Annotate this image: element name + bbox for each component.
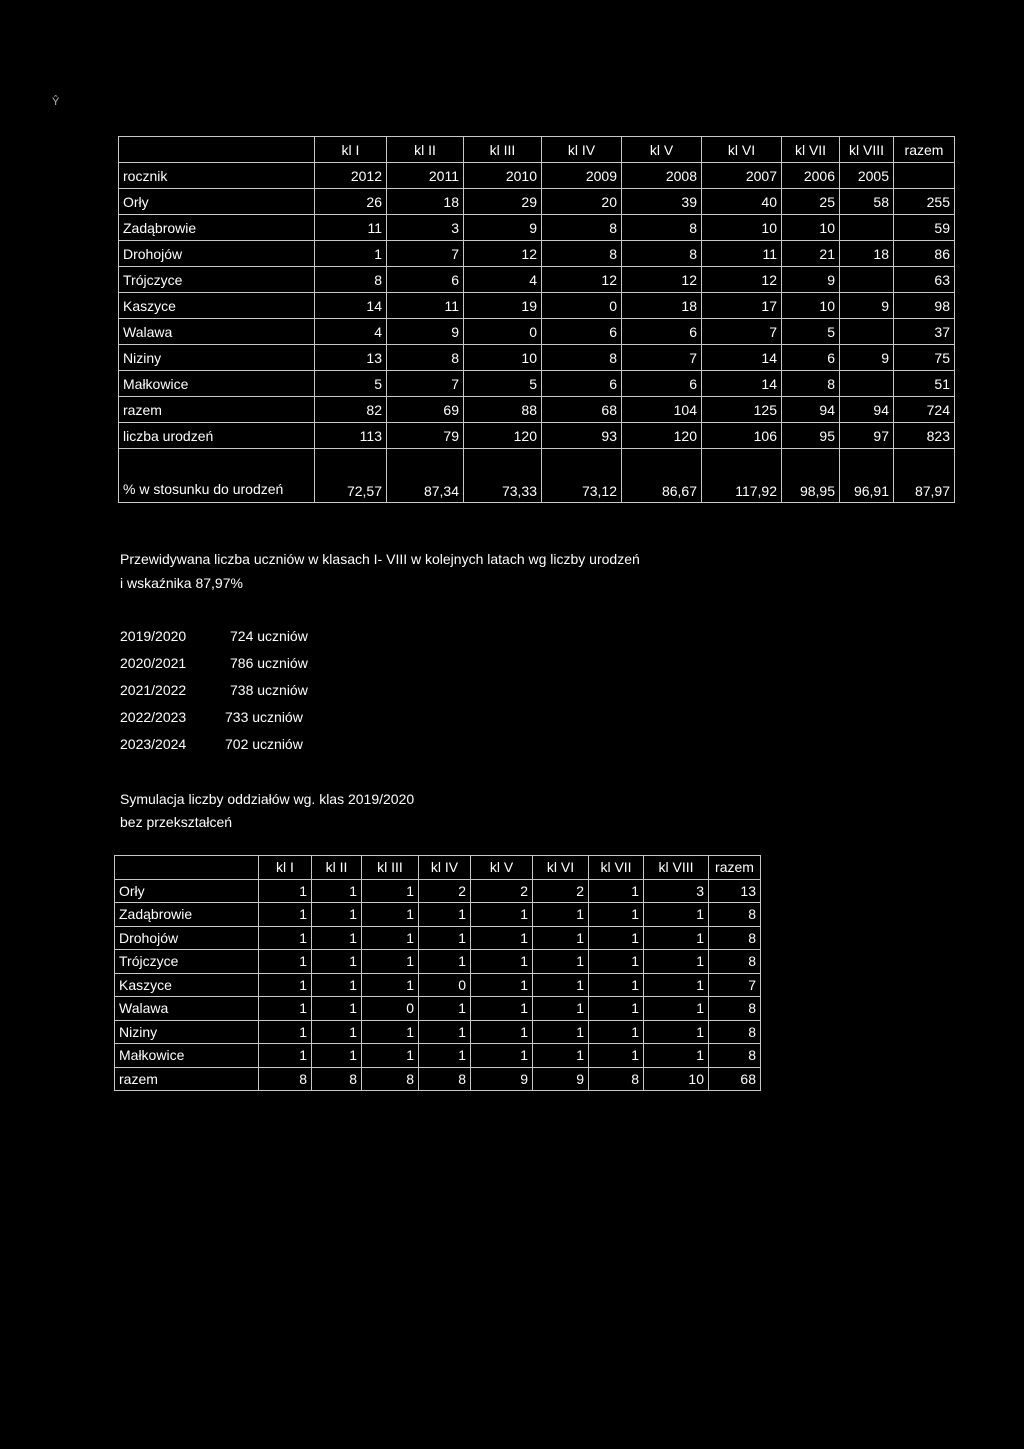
- table-cell: 9: [533, 1067, 589, 1091]
- forecast-year: 2023/2024: [120, 736, 187, 752]
- table-cell: 7: [709, 973, 761, 997]
- table-cell: 40: [702, 189, 782, 215]
- table-cell: 1: [589, 1044, 644, 1068]
- table-cell: 1: [312, 1020, 362, 1044]
- column-header: kl VII: [782, 137, 840, 163]
- column-header: kl II: [312, 856, 362, 880]
- row-label: liczba urodzeń: [119, 423, 315, 449]
- table-row: [115, 1044, 761, 1068]
- table-cell: 0: [419, 973, 471, 997]
- table-row: [119, 215, 955, 241]
- table-cell: 4: [464, 267, 542, 293]
- table-row: [119, 189, 955, 215]
- table-cell: 94: [782, 397, 840, 423]
- table-cell: 87,97: [894, 449, 955, 503]
- forecast-value: 738 uczniów: [230, 682, 308, 698]
- table-cell: 87,34: [387, 449, 464, 503]
- table-cell: 8: [709, 950, 761, 974]
- forecast-year: 2022/2023: [120, 709, 187, 725]
- table-row: [119, 423, 955, 449]
- table-cell: 1: [259, 903, 312, 927]
- table-cell: 1: [312, 950, 362, 974]
- forecast-value: 724 uczniów: [230, 628, 308, 644]
- row-label: Małkowice: [115, 1044, 259, 1068]
- simulation-title-line2: bez przekształceń: [120, 814, 233, 830]
- table-cell: 69: [387, 397, 464, 423]
- forecast-value: 702 uczniów: [225, 736, 303, 752]
- table-cell: 9: [782, 267, 840, 293]
- table-cell: 1: [589, 926, 644, 950]
- table-cell: 12: [622, 267, 702, 293]
- table-cell: 8: [782, 371, 840, 397]
- table-cell: 6: [622, 319, 702, 345]
- table-cell: 2009: [542, 163, 622, 189]
- row-label: Zadąbrowie: [119, 215, 315, 241]
- table-cell: 37: [894, 319, 955, 345]
- table-cell: [894, 163, 955, 189]
- table-cell: 8: [622, 241, 702, 267]
- table-cell: 1: [419, 926, 471, 950]
- table-cell: 120: [464, 423, 542, 449]
- table-cell: 2007: [702, 163, 782, 189]
- table-cell: 1: [471, 997, 533, 1021]
- table-cell: 59: [894, 215, 955, 241]
- column-header: kl V: [471, 856, 533, 880]
- forecast-year: 2019/2020: [120, 628, 187, 644]
- table-cell: 8: [542, 215, 622, 241]
- table-cell: 1: [533, 997, 589, 1021]
- enrollment-table: [118, 136, 955, 503]
- row-label: Walawa: [119, 319, 315, 345]
- table-cell: 8: [709, 926, 761, 950]
- table-cell: 6: [387, 267, 464, 293]
- forecast-year: 2021/2022: [120, 682, 187, 698]
- table-row: [119, 449, 955, 503]
- row-label: Niziny: [115, 1020, 259, 1044]
- table-cell: 14: [702, 345, 782, 371]
- table-cell: 0: [464, 319, 542, 345]
- table-cell: 1: [533, 1044, 589, 1068]
- table-cell: 120: [622, 423, 702, 449]
- table-row: [119, 371, 955, 397]
- table-cell: 4: [315, 319, 387, 345]
- table-cell: 1: [312, 997, 362, 1021]
- table-cell: 82: [315, 397, 387, 423]
- table-cell: 8: [315, 267, 387, 293]
- table-cell: 1: [362, 973, 419, 997]
- table-cell: 1: [644, 903, 709, 927]
- row-label: razem: [119, 397, 315, 423]
- table-cell: 73,12: [542, 449, 622, 503]
- table-row: [115, 973, 761, 997]
- table-cell: 1: [419, 1044, 471, 1068]
- table-cell: 9: [387, 319, 464, 345]
- table-cell: 72,57: [315, 449, 387, 503]
- table-row: [115, 903, 761, 927]
- table-cell: 94: [840, 397, 894, 423]
- table-row: [119, 319, 955, 345]
- table-cell: 6: [542, 371, 622, 397]
- forecast-year: 2020/2021: [120, 655, 187, 671]
- table-cell: 106: [702, 423, 782, 449]
- row-label: razem: [115, 1067, 259, 1091]
- table-cell: 25: [782, 189, 840, 215]
- table-row: [119, 345, 955, 371]
- row-label: Drohojów: [115, 926, 259, 950]
- table-row: [115, 879, 761, 903]
- table-cell: 1: [419, 997, 471, 1021]
- table-cell: 1: [589, 973, 644, 997]
- table-cell: 75: [894, 345, 955, 371]
- table-cell: 1: [471, 926, 533, 950]
- table-cell: 0: [542, 293, 622, 319]
- table-cell: 1: [259, 1020, 312, 1044]
- table-row: [115, 950, 761, 974]
- table-cell: 1: [589, 903, 644, 927]
- table-row: [115, 926, 761, 950]
- table-cell: 1: [315, 241, 387, 267]
- table-cell: 11: [315, 215, 387, 241]
- table-row: [115, 997, 761, 1021]
- table-cell: 18: [840, 241, 894, 267]
- table-cell: 1: [589, 950, 644, 974]
- table-cell: 8: [709, 1044, 761, 1068]
- table-cell: 51: [894, 371, 955, 397]
- table-cell: 12: [702, 267, 782, 293]
- table-cell: 1: [362, 879, 419, 903]
- table-cell: 73,33: [464, 449, 542, 503]
- table-cell: 9: [840, 293, 894, 319]
- table-cell: 2: [471, 879, 533, 903]
- row-label: Drohojów: [119, 241, 315, 267]
- table-cell: 11: [702, 241, 782, 267]
- column-header: kl IV: [419, 856, 471, 880]
- table-cell: 14: [315, 293, 387, 319]
- table-cell: 1: [471, 950, 533, 974]
- table-cell: 1: [471, 1020, 533, 1044]
- table-cell: 21: [782, 241, 840, 267]
- table-row: [115, 1020, 761, 1044]
- table-cell: 95: [782, 423, 840, 449]
- table-cell: 1: [362, 1044, 419, 1068]
- table-cell: 1: [362, 1020, 419, 1044]
- table-cell: 86,67: [622, 449, 702, 503]
- row-label: Niziny: [119, 345, 315, 371]
- table-cell: [840, 319, 894, 345]
- table-cell: 8: [312, 1067, 362, 1091]
- table-cell: 724: [894, 397, 955, 423]
- table-cell: 2008: [622, 163, 702, 189]
- table-cell: 6: [542, 319, 622, 345]
- table-row: [119, 241, 955, 267]
- column-header: kl VII: [589, 856, 644, 880]
- row-label: Kaszyce: [115, 973, 259, 997]
- table-cell: 0: [362, 997, 419, 1021]
- table-cell: 1: [419, 950, 471, 974]
- row-label: Małkowice: [119, 371, 315, 397]
- table-row: [119, 163, 955, 189]
- table-cell: 20: [542, 189, 622, 215]
- table-cell: 3: [387, 215, 464, 241]
- table-cell: 88: [464, 397, 542, 423]
- table-cell: 12: [464, 241, 542, 267]
- table-cell: 68: [709, 1067, 761, 1091]
- table-row: [115, 1067, 761, 1091]
- row-label: Kaszyce: [119, 293, 315, 319]
- table-cell: 6: [622, 371, 702, 397]
- table-cell: 2: [419, 879, 471, 903]
- table-cell: 18: [387, 189, 464, 215]
- table-cell: 29: [464, 189, 542, 215]
- table-header-row: [115, 856, 761, 880]
- table-cell: 1: [419, 903, 471, 927]
- column-header: kl VIII: [840, 137, 894, 163]
- table-cell: 13: [315, 345, 387, 371]
- table-cell: 1: [362, 903, 419, 927]
- row-label: Trójczyce: [115, 950, 259, 974]
- forecast-title-line2: i wskaźnika 87,97%: [120, 575, 243, 591]
- table-cell: 1: [533, 1020, 589, 1044]
- table-cell: 1: [259, 1044, 312, 1068]
- table-cell: 1: [419, 1020, 471, 1044]
- table-cell: 10: [782, 215, 840, 241]
- forecast-value: 733 uczniów: [225, 709, 303, 725]
- table-cell: 98,95: [782, 449, 840, 503]
- row-label: % w stosunku do urodzeń: [119, 449, 315, 503]
- table-cell: 1: [471, 903, 533, 927]
- table-cell: 1: [471, 1044, 533, 1068]
- column-header: kl I: [259, 856, 312, 880]
- table-cell: 2012: [315, 163, 387, 189]
- table-row: [119, 397, 955, 423]
- forecast-value: 786 uczniów: [230, 655, 308, 671]
- table-cell: 8: [542, 345, 622, 371]
- table-cell: 1: [362, 950, 419, 974]
- table-cell: 86: [894, 241, 955, 267]
- table-cell: 93: [542, 423, 622, 449]
- table-cell: 1: [644, 973, 709, 997]
- table-cell: 1: [533, 926, 589, 950]
- table-cell: 10: [464, 345, 542, 371]
- column-header: [119, 137, 315, 163]
- row-label: Orły: [115, 879, 259, 903]
- table-cell: 9: [840, 345, 894, 371]
- table-cell: 1: [644, 1020, 709, 1044]
- table-cell: 1: [589, 1020, 644, 1044]
- table-cell: 8: [709, 903, 761, 927]
- table-cell: 117,92: [702, 449, 782, 503]
- table-cell: 7: [387, 371, 464, 397]
- table-cell: 14: [702, 371, 782, 397]
- table-header-row: [119, 137, 955, 163]
- table-cell: 2010: [464, 163, 542, 189]
- table-cell: 58: [840, 189, 894, 215]
- column-header: kl VI: [702, 137, 782, 163]
- table-cell: 5: [315, 371, 387, 397]
- row-label: Zadąbrowie: [115, 903, 259, 927]
- table-cell: 7: [702, 319, 782, 345]
- table-cell: 19: [464, 293, 542, 319]
- table-cell: 5: [464, 371, 542, 397]
- table-cell: 1: [312, 879, 362, 903]
- column-header: kl I: [315, 137, 387, 163]
- table-cell: 8: [589, 1067, 644, 1091]
- column-header: kl IV: [542, 137, 622, 163]
- scan-mark: Ŷ: [52, 96, 60, 108]
- table-cell: 98: [894, 293, 955, 319]
- table-cell: 7: [622, 345, 702, 371]
- table-cell: 9: [471, 1067, 533, 1091]
- table-cell: 7: [387, 241, 464, 267]
- table-cell: 104: [622, 397, 702, 423]
- table-cell: 1: [259, 950, 312, 974]
- table-cell: 8: [709, 997, 761, 1021]
- table-cell: 1: [533, 973, 589, 997]
- row-label: rocznik: [119, 163, 315, 189]
- table-cell: 17: [702, 293, 782, 319]
- table-cell: 13: [709, 879, 761, 903]
- row-label: Orły: [119, 189, 315, 215]
- table-cell: 1: [589, 997, 644, 1021]
- table-cell: 8: [362, 1067, 419, 1091]
- table-cell: 96,91: [840, 449, 894, 503]
- table-cell: 11: [387, 293, 464, 319]
- column-header: kl III: [464, 137, 542, 163]
- table-cell: 1: [259, 973, 312, 997]
- table-cell: 10: [702, 215, 782, 241]
- table-cell: 2005: [840, 163, 894, 189]
- simulation-title-line1: Symulacja liczby oddziałów wg. klas 2019/2020: [120, 791, 415, 807]
- column-header: kl V: [622, 137, 702, 163]
- forecast-title-line1: Przewidywana liczba uczniów w klasach I- VIII w kolejnych latach wg liczby urodzeń: [120, 551, 640, 567]
- column-header: kl VI: [533, 856, 589, 880]
- table-cell: 39: [622, 189, 702, 215]
- table-cell: 6: [782, 345, 840, 371]
- table-cell: 2: [533, 879, 589, 903]
- table-cell: 125: [702, 397, 782, 423]
- table-cell: 1: [312, 973, 362, 997]
- table-cell: 1: [644, 926, 709, 950]
- table-cell: [840, 215, 894, 241]
- table-cell: 823: [894, 423, 955, 449]
- table-cell: 8: [709, 1020, 761, 1044]
- table-cell: 1: [471, 973, 533, 997]
- table-cell: 97: [840, 423, 894, 449]
- table-cell: 255: [894, 189, 955, 215]
- table-cell: 2011: [387, 163, 464, 189]
- table-cell: 2006: [782, 163, 840, 189]
- table-cell: 79: [387, 423, 464, 449]
- table-cell: 68: [542, 397, 622, 423]
- table-cell: 8: [419, 1067, 471, 1091]
- table-cell: 8: [542, 241, 622, 267]
- table-cell: 10: [782, 293, 840, 319]
- table-cell: 8: [622, 215, 702, 241]
- table-cell: [840, 371, 894, 397]
- table-cell: 1: [589, 879, 644, 903]
- table-row: [119, 267, 955, 293]
- table-cell: 10: [644, 1067, 709, 1091]
- column-header: razem: [894, 137, 955, 163]
- table-cell: 113: [315, 423, 387, 449]
- table-cell: 26: [315, 189, 387, 215]
- table-cell: 1: [533, 950, 589, 974]
- table-cell: 1: [644, 997, 709, 1021]
- column-header: razem: [709, 856, 761, 880]
- table-cell: 1: [259, 997, 312, 1021]
- table-cell: 1: [312, 903, 362, 927]
- column-header: kl II: [387, 137, 464, 163]
- table-cell: 1: [312, 1044, 362, 1068]
- table-cell: 5: [782, 319, 840, 345]
- table-cell: 9: [464, 215, 542, 241]
- table-cell: 1: [644, 1044, 709, 1068]
- table-cell: 1: [644, 950, 709, 974]
- table-cell: 1: [362, 926, 419, 950]
- table-cell: 12: [542, 267, 622, 293]
- table-cell: 8: [259, 1067, 312, 1091]
- table-row: [119, 293, 955, 319]
- row-label: Trójczyce: [119, 267, 315, 293]
- column-header: kl VIII: [644, 856, 709, 880]
- table-cell: 8: [387, 345, 464, 371]
- row-label: Walawa: [115, 997, 259, 1021]
- table-cell: 63: [894, 267, 955, 293]
- column-header: [115, 856, 259, 880]
- class-divisions-table: [114, 855, 761, 1091]
- table-cell: 3: [644, 879, 709, 903]
- table-cell: 1: [533, 903, 589, 927]
- table-cell: 1: [312, 926, 362, 950]
- table-cell: 1: [259, 879, 312, 903]
- table-cell: 1: [259, 926, 312, 950]
- table-cell: 18: [622, 293, 702, 319]
- column-header: kl III: [362, 856, 419, 880]
- table-cell: [840, 267, 894, 293]
